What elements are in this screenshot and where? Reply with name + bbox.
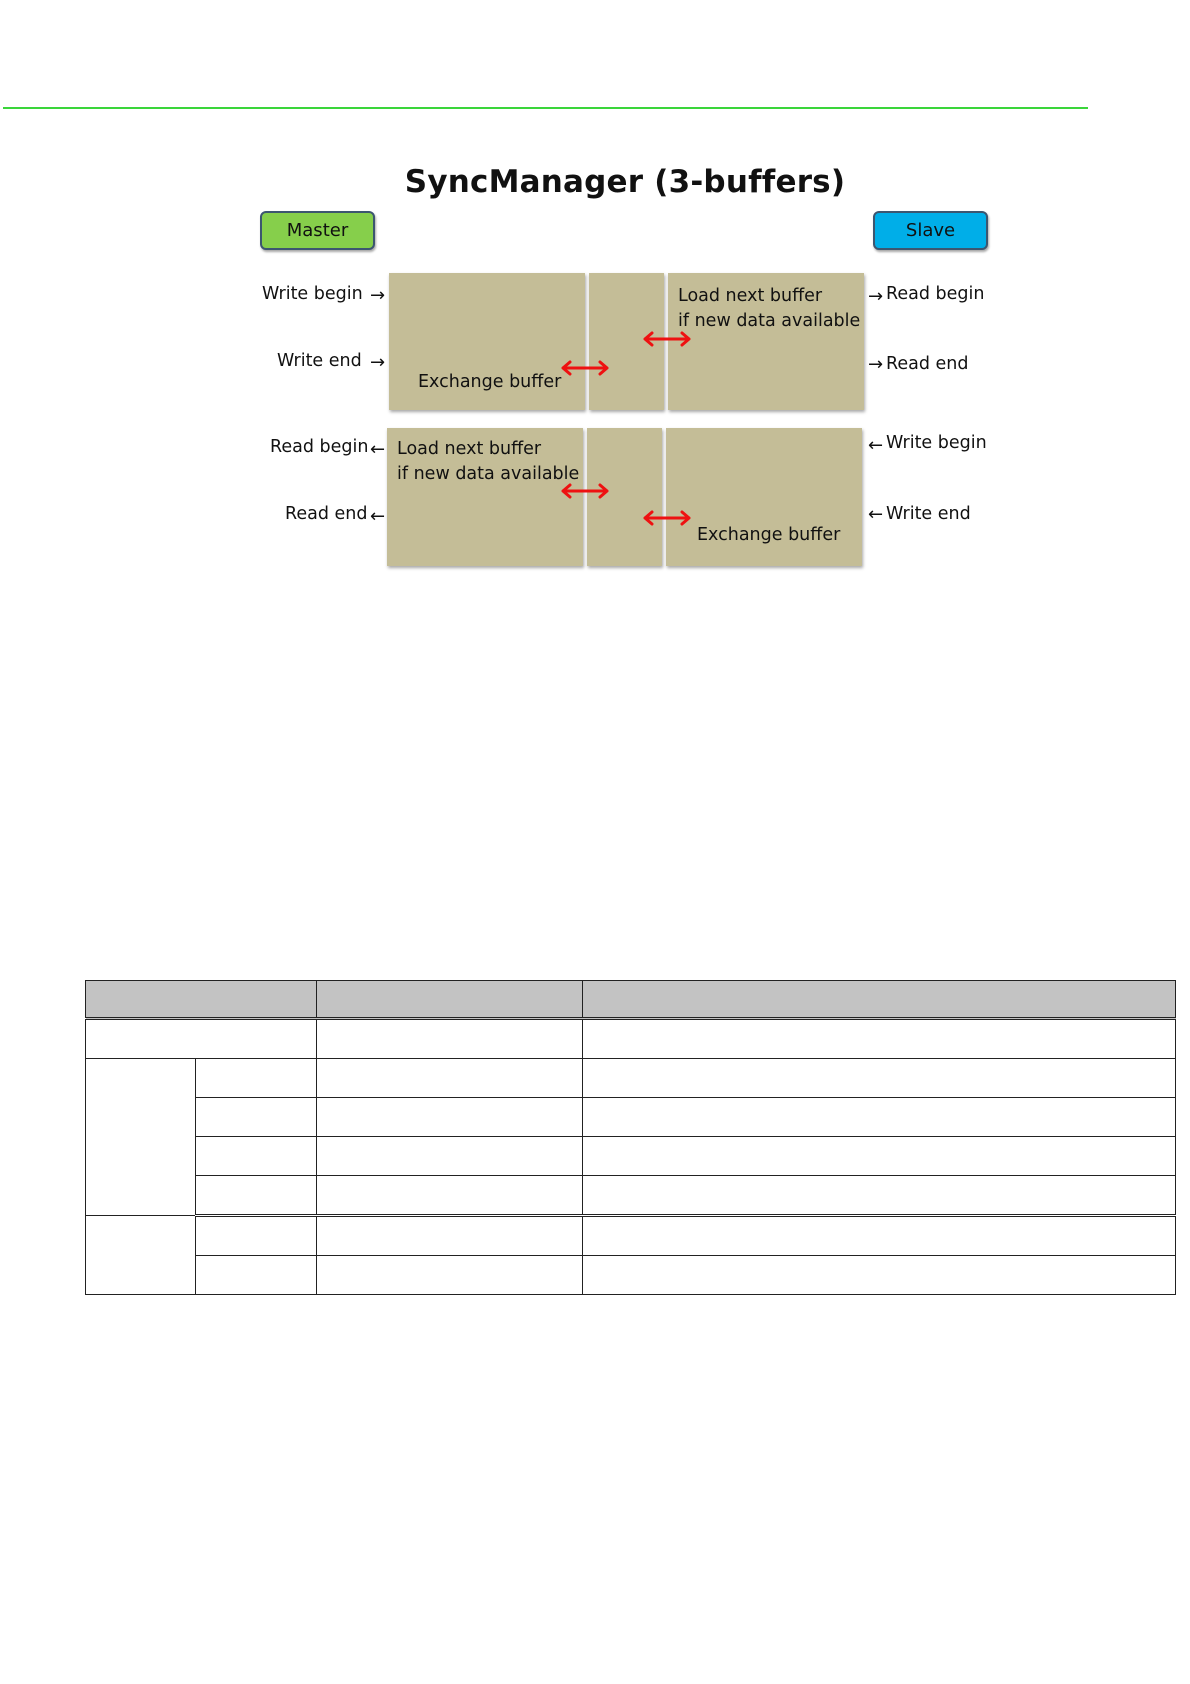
table-cell bbox=[317, 1176, 583, 1216]
table-row bbox=[86, 1216, 1176, 1256]
swap-arrow-icon bbox=[639, 511, 695, 525]
table-cell bbox=[317, 1256, 583, 1295]
top-right-label-read-begin: Read begin bbox=[886, 284, 985, 304]
table-cell bbox=[317, 1059, 583, 1098]
bottom-left-label-read-begin: Read begin bbox=[270, 437, 369, 457]
top-left-label-write-begin: Write begin bbox=[262, 284, 363, 304]
swap-arrow-icon bbox=[557, 361, 613, 375]
top-load-next-line1: Load next buffer bbox=[678, 286, 823, 306]
right-arrow-icon: → bbox=[868, 286, 884, 307]
table-row bbox=[86, 1176, 1176, 1216]
table-cell bbox=[196, 1137, 317, 1176]
table-cell bbox=[583, 1098, 1176, 1137]
left-arrow-icon: ← bbox=[370, 439, 386, 460]
table-group-cell bbox=[86, 1059, 196, 1216]
table-header-cell bbox=[86, 981, 317, 1019]
top-exchange-buffer-text: Exchange buffer bbox=[418, 372, 562, 392]
table-cell bbox=[583, 1176, 1176, 1216]
table-cell bbox=[583, 1019, 1176, 1059]
table-cell bbox=[86, 1019, 317, 1059]
table-cell bbox=[196, 1098, 317, 1137]
table-cell bbox=[196, 1216, 317, 1256]
table-row bbox=[86, 1098, 1176, 1137]
right-arrow-icon: → bbox=[370, 285, 386, 306]
table-row bbox=[86, 1256, 1176, 1295]
slave-box: Slave bbox=[873, 211, 988, 250]
bottom-load-next-line2: if new data available bbox=[397, 464, 580, 484]
table-cell bbox=[317, 1019, 583, 1059]
table-cell bbox=[196, 1059, 317, 1098]
table-cell bbox=[196, 1256, 317, 1295]
table-row bbox=[86, 1137, 1176, 1176]
top-right-label-read-end: Read end bbox=[886, 354, 969, 374]
table-group-cell bbox=[86, 1216, 196, 1295]
diagram-title: SyncManager (3-buffers) bbox=[404, 164, 846, 200]
header-rule bbox=[3, 107, 1088, 109]
left-arrow-icon: ← bbox=[868, 504, 884, 525]
swap-arrow-icon bbox=[557, 484, 613, 498]
table-cell bbox=[317, 1216, 583, 1256]
table-row bbox=[86, 1059, 1176, 1098]
bottom-left-label-read-end: Read end bbox=[285, 504, 368, 524]
table-cell bbox=[196, 1176, 317, 1216]
table-row bbox=[86, 1019, 1176, 1059]
left-arrow-icon: ← bbox=[868, 435, 884, 456]
top-left-label-write-end: Write end bbox=[277, 351, 362, 371]
table-cell bbox=[583, 1256, 1176, 1295]
master-box: Master bbox=[260, 211, 375, 250]
right-arrow-icon: → bbox=[868, 354, 884, 375]
table-cell bbox=[583, 1059, 1176, 1098]
left-arrow-icon: ← bbox=[370, 506, 386, 527]
bottom-right-label-write-end: Write end bbox=[886, 504, 971, 524]
table-cell bbox=[317, 1137, 583, 1176]
table-cell bbox=[317, 1098, 583, 1137]
table-header-row bbox=[86, 981, 1176, 1019]
right-arrow-icon: → bbox=[370, 352, 386, 373]
table-cell bbox=[583, 1216, 1176, 1256]
register-table bbox=[85, 980, 1176, 1295]
bottom-exchange-buffer-text: Exchange buffer bbox=[697, 525, 841, 545]
top-load-next-line2: if new data available bbox=[678, 311, 861, 331]
table-header-cell bbox=[583, 981, 1176, 1019]
table-header-cell bbox=[317, 981, 583, 1019]
bottom-load-next-line1: Load next buffer bbox=[397, 439, 542, 459]
bottom-right-label-write-begin: Write begin bbox=[886, 433, 987, 453]
swap-arrow-icon bbox=[639, 332, 695, 346]
table-cell bbox=[583, 1137, 1176, 1176]
